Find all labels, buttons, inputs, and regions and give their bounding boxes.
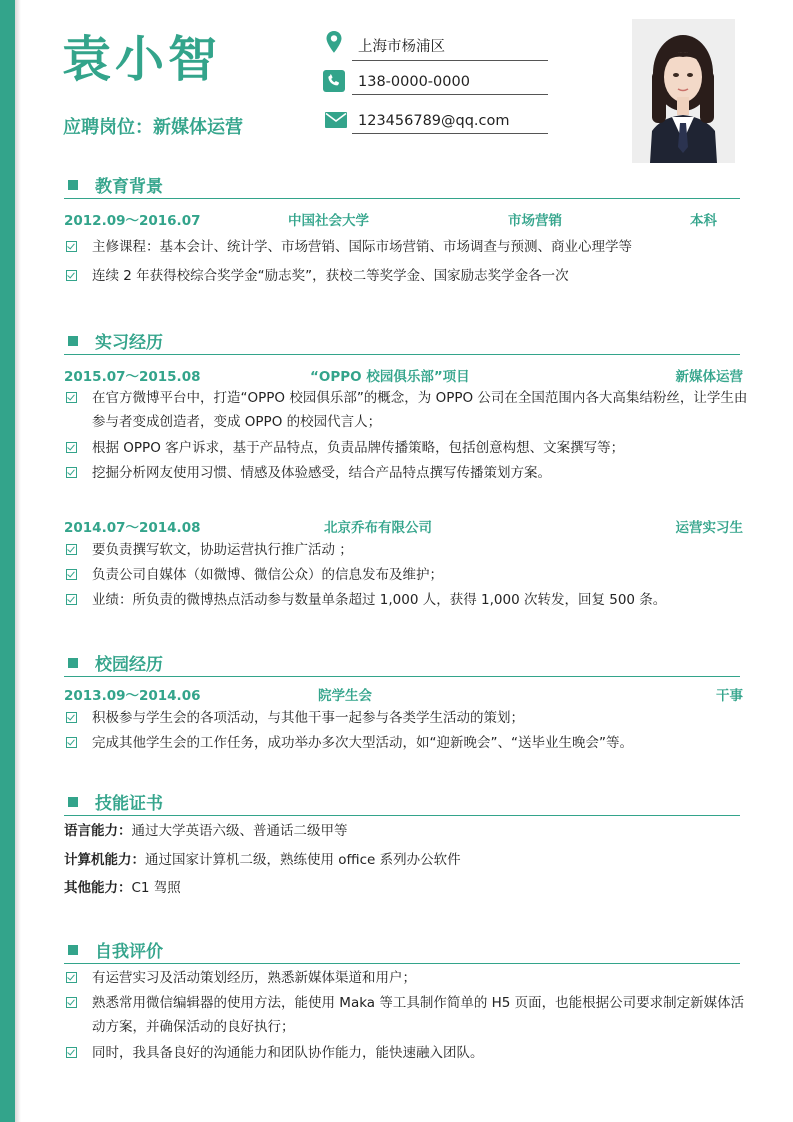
section-education-header [64, 172, 740, 199]
list-item-text: 积极参与学生会的各项活动，与其他干事一起参与各类学生活动的策划； [92, 710, 524, 726]
section-skills-header [64, 789, 740, 816]
list-item-text: 主修课程：基本会计、统计学、市场营销、国际市场营销、市场调查与预测、商业心理学等 [92, 239, 632, 255]
list-item [64, 386, 754, 434]
section-title: 实习经历 [95, 333, 163, 353]
location-pin-icon [322, 30, 346, 54]
list-item-text: 同时，我具备良好的沟通能力和团队协作能力，能快速融入团队。 [92, 1045, 484, 1061]
section-title: 技能证书 [95, 794, 163, 814]
checkbox-icon [66, 241, 77, 252]
job-role: 运营实习生 [675, 520, 743, 536]
section-square-icon [68, 658, 78, 668]
education-degree: 本科 [690, 213, 717, 229]
checkbox-icon [66, 544, 77, 555]
mail-icon [322, 108, 350, 132]
checkbox-icon [66, 467, 77, 478]
education-major: 市场营销 [508, 213, 562, 229]
skill-label: 语言能力： [64, 823, 132, 839]
education-date: 2012.09～2016.07 [64, 213, 201, 229]
list-item [64, 264, 754, 288]
section-title: 教育背景 [95, 177, 163, 197]
job-target: 应聘岗位：新媒体运营 [63, 117, 243, 138]
list-item [64, 563, 754, 587]
list-item-text: 业绩：所负责的微博热点活动参与数量单条超过 1,000 人，获得 1,000 次转发，回复 500 条。 [92, 592, 667, 608]
left-bar-shadow [15, 0, 21, 1122]
job-date: 2015.07～2015.08 [64, 369, 201, 385]
skill-row [64, 849, 461, 871]
internship-row-1 [64, 365, 743, 385]
checkbox-icon [66, 737, 77, 748]
section-title: 自我评价 [95, 942, 163, 962]
skill-label: 其他能力： [64, 880, 132, 896]
email-text: 123456789@qq.com [352, 113, 548, 134]
checkbox-icon [66, 270, 77, 281]
list-item [64, 436, 754, 460]
phone-icon [322, 69, 346, 93]
skill-row [64, 820, 348, 842]
left-accent-bar [0, 0, 15, 1122]
section-campus-header [64, 650, 740, 677]
phone-text: 138-0000-0000 [352, 74, 548, 95]
profile-photo [632, 19, 735, 163]
list-item-text: 在官方微博平台中，打造“OPPO 校园俱乐部”的概念，为 OPPO 公司在全国范围内各大高集结粉丝，让学生由参与者变成创造者，变成 OPPO 的校园代言人； [92, 390, 748, 430]
section-self-header [64, 937, 740, 964]
address-text: 上海市杨浦区 [352, 35, 548, 61]
list-item-text: 完成其他学生会的工作任务，成功举办多次大型活动，如“迎新晚会”、“送毕业生晚会”等。 [92, 735, 633, 751]
education-row [64, 209, 743, 229]
list-item [64, 706, 754, 730]
list-item-text: 连续 2 年获得校综合奖学金“励志奖”，获校二等奖学金、国家励志奖学金各一次 [92, 268, 569, 284]
internship-row-2 [64, 516, 743, 536]
list-item [64, 461, 754, 485]
checkbox-icon [66, 569, 77, 580]
campus-row [64, 684, 743, 704]
list-item [64, 1041, 754, 1065]
job-role: 新媒体运营 [675, 369, 743, 385]
portrait-illustration [632, 19, 735, 163]
section-square-icon [68, 945, 78, 955]
skill-text: 通过国家计算机二级，熟练使用 office 系列办公软件 [145, 852, 461, 868]
checkbox-icon [66, 1047, 77, 1058]
contact-address [322, 30, 542, 60]
checkbox-icon [66, 594, 77, 605]
checkbox-icon [66, 997, 77, 1008]
list-item [64, 588, 754, 612]
campus-role: 干事 [716, 688, 743, 704]
skill-text: C1 驾照 [131, 880, 181, 896]
list-item [64, 966, 754, 990]
list-item [64, 991, 754, 1039]
skill-row [64, 877, 181, 899]
contact-phone [322, 69, 542, 99]
campus-date: 2013.09～2014.06 [64, 688, 201, 704]
list-item-text: 有运营实习及活动策划经历，熟悉新媒体渠道和用户； [92, 970, 416, 986]
checkbox-icon [66, 442, 77, 453]
job-org: 北京乔布有限公司 [324, 520, 432, 536]
checkbox-icon [66, 712, 77, 723]
list-item-text: 挖掘分析网友使用习惯、情感及体验感受，结合产品特点撰写传播策划方案。 [92, 465, 551, 481]
section-square-icon [68, 180, 78, 190]
skill-text: 通过大学英语六级、普通话二级甲等 [131, 823, 348, 839]
list-item-text: 负责公司自媒体（如微博、微信公众）的信息发布及维护； [92, 567, 443, 583]
checkbox-icon [66, 972, 77, 983]
campus-org: 院学生会 [318, 688, 372, 704]
list-item-text: 熟悉常用微信编辑器的使用方法，能使用 Maka 等工具制作简单的 H5 页面，也能根据公司要求制定新媒体活动方案，并确保活动的良好执行； [92, 995, 745, 1035]
contact-email [322, 108, 542, 138]
list-item [64, 538, 754, 562]
skill-label: 计算机能力： [64, 852, 145, 868]
checkbox-icon [66, 392, 77, 403]
section-title: 校园经历 [95, 655, 163, 675]
section-internship-header [64, 328, 740, 355]
job-org: “OPPO 校园俱乐部”项目 [310, 369, 470, 385]
section-square-icon [68, 336, 78, 346]
candidate-name: 袁小智 [62, 31, 222, 88]
list-item-text: 根据 OPPO 客户诉求，基于产品特点，负责品牌传播策略，包括创意构想、文案撰写等； [92, 440, 625, 456]
job-date: 2014.07～2014.08 [64, 520, 201, 536]
section-square-icon [68, 797, 78, 807]
education-school: 中国社会大学 [288, 213, 369, 229]
list-item [64, 731, 754, 755]
list-item-text: 要负责撰写软文，协助运营执行推广活动 ； [92, 542, 353, 558]
list-item [64, 235, 754, 259]
